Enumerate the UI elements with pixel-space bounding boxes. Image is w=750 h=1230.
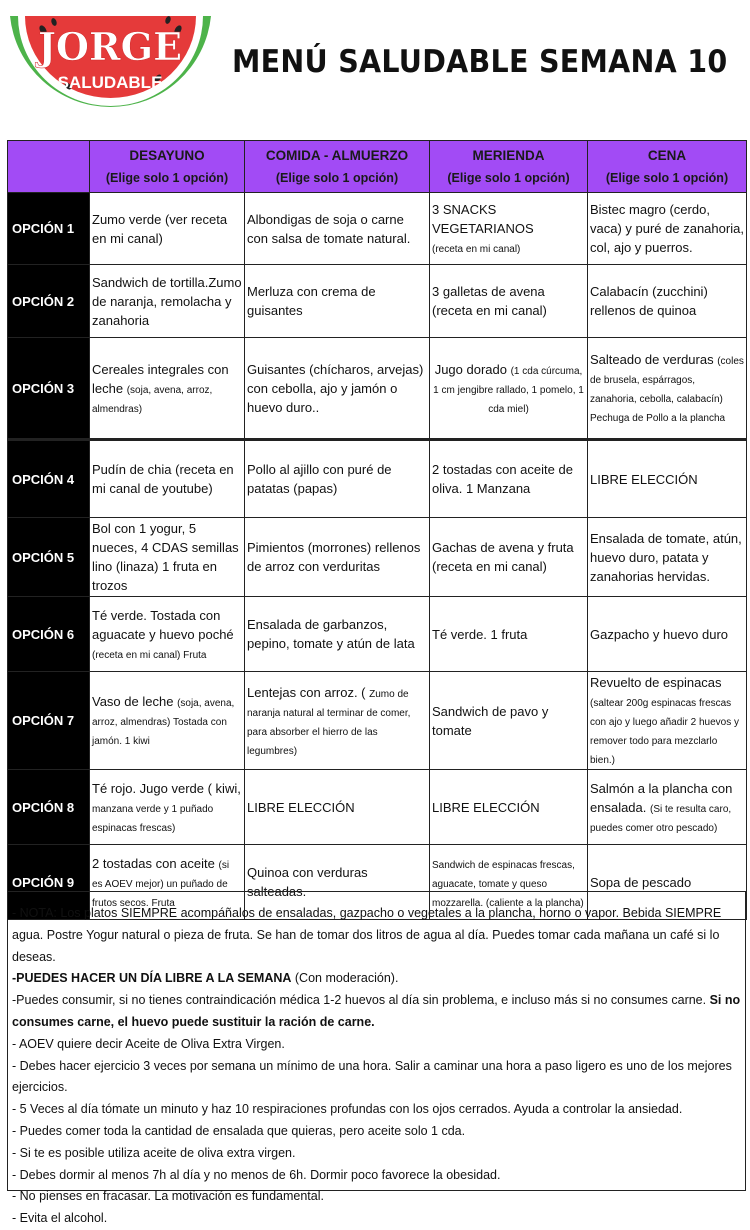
menu-cell: Calabacín (zucchini) rellenos de quinoa <box>588 265 747 338</box>
note-general: - NOTA: Los platos SIEMPRE acompáñalos de ensaladas, gazpacho o vegetales a la plancha, horno o vapor. Bebida SIEMPRE agua. Postre Yogur natural o pieza de fruta. Se han de tomar dos litros de agua al día. Puedes tomar cada mañana un café si lo deseas. <box>12 906 722 964</box>
note-salad: - Puedes comer toda la cantidad de ensalada que quieras, pero aceite solo 1 cda. <box>12 1123 466 1138</box>
option-label: OPCIÓN 8 <box>8 770 90 845</box>
note-oil: - Si te es posible utiliza aceite de oliva extra virgen. <box>12 1145 296 1160</box>
table-row <box>8 265 747 338</box>
option-label: OPCIÓN 3 <box>8 338 90 440</box>
menu-cell: Té verde. Tostada con aguacate y huevo poché (receta en mi canal) Fruta <box>90 597 245 672</box>
column-title: DESAYUNO <box>129 147 205 163</box>
column-header-cena <box>588 141 747 193</box>
menu-cell: Sandwich de tortilla.Zumo de naranja, remolacha y zanahoria <box>90 265 245 338</box>
table-row <box>8 338 747 440</box>
option-label: OPCIÓN 1 <box>8 193 90 265</box>
note-free-day: -PUEDES HACER UN DÍA LIBRE A LA SEMANA (Con moderación). <box>12 971 399 986</box>
menu-cell: Gachas de avena y fruta (receta en mi canal) <box>430 518 588 597</box>
menu-cell: Vaso de leche (soja, avena, arroz, almendras) Tostada con jamón. 1 kiwi <box>90 672 245 770</box>
menu-cell: 2 tostadas con aceite (si es AOEV mejor) un puñado de frutos secos. Fruta <box>90 845 245 920</box>
menu-cell: LIBRE ELECCIÓN <box>588 440 747 518</box>
option-label: OPCIÓN 7 <box>8 672 90 770</box>
column-subtitle: (Elige solo 1 opción) <box>605 170 729 185</box>
menu-cell: Lentejas con arroz. ( Zumo de naranja natural al terminar de comer, para absorber el hierro de las legumbres) <box>245 672 430 770</box>
table-row <box>8 440 747 518</box>
page-header <box>0 0 750 138</box>
option-label: OPCIÓN 4 <box>8 440 90 518</box>
option-label: OPCIÓN 6 <box>8 597 90 672</box>
menu-cell: Zumo verde (ver receta en mi canal) <box>90 193 245 265</box>
menu-cell: Pollo al ajillo con puré de patatas (papas) <box>245 440 430 518</box>
column-header-comida <box>245 141 430 193</box>
column-title: CENA <box>647 147 687 163</box>
menu-cell: Jugo dorado (1 cda cúrcuma, 1 cm jengibre rallado, 1 pomelo, 1 cda miel) <box>430 338 588 440</box>
menu-cell: Salmón a la plancha con ensalada. (Si te resulta caro, puedes comer otro pescado) <box>588 770 747 845</box>
menu-cell: Bistec magro (cerdo, vaca) y puré de zanahoria, col, ajo y puerros. <box>588 193 747 265</box>
note-sleep: - Debes dormir al menos 7h al día y no menos de 6h. Dormir poco favorece la obesidad. <box>12 1167 501 1182</box>
column-subtitle: (Elige solo 1 opción) <box>275 170 399 185</box>
menu-cell: Gazpacho y huevo duro <box>588 597 747 672</box>
menu-cell: Sandwich de pavo y tomate <box>430 672 588 770</box>
column-header-merienda <box>430 141 588 193</box>
menu-cell: 2 tostadas con aceite de oliva. 1 Manzana <box>430 440 588 518</box>
table-row <box>8 518 747 597</box>
header-corner <box>8 141 90 193</box>
menu-cell: Té verde. 1 fruta <box>430 597 588 672</box>
menu-cell: Revuelto de espinacas (saltear 200g espinacas frescas con ajo y luego añadir 2 huevos y remover todo para mezclarlo bien.) <box>588 672 747 770</box>
menu-cell: Salteado de verduras (coles de brusela, espárragos, zanahoria, cebolla, calabacín) Pechuga de Pollo a la plancha <box>588 338 747 440</box>
menu-cell: 3 galletas de avena (receta en mi canal) <box>430 265 588 338</box>
watermelon-logo-icon <box>8 8 213 120</box>
menu-cell: Albondigas de soja o carne con salsa de tomate natural. <box>245 193 430 265</box>
menu-cell: 3 SNACKS VEGETARIANOS (receta en mi canal) <box>430 193 588 265</box>
table-row <box>8 193 747 265</box>
table-row <box>8 672 747 770</box>
menu-cell: LIBRE ELECCIÓN <box>245 770 430 845</box>
column-title: COMIDA - ALMUERZO <box>265 147 409 163</box>
logo-top-text: JORGE <box>37 24 183 69</box>
menu-cell: Quinoa con verduras salteadas. <box>245 845 430 920</box>
menu-cell: LIBRE ELECCIÓN <box>430 770 588 845</box>
table-header-row <box>8 141 747 193</box>
option-label: OPCIÓN 9 <box>8 845 90 920</box>
column-subtitle: (Elige solo 1 opción) <box>447 170 570 185</box>
menu-cell: Bol con 1 yogur, 5 nueces, 4 CDAS semillas lino (linaza) 1 fruta en trozos <box>90 518 245 597</box>
menu-cell: Merluza con crema de guisantes <box>245 265 430 338</box>
column-subtitle: (Elige solo 1 opción) <box>105 170 229 185</box>
menu-cell: Cereales integrales con leche (soja, avena, arroz, almendras) <box>90 338 245 440</box>
note-alcohol: - Evita el alcohol. <box>12 1211 108 1226</box>
option-label: OPCIÓN 2 <box>8 265 90 338</box>
menu-cell: Pudín de chia (receta en mi canal de youtube) <box>90 440 245 518</box>
menu-cell: Sopa de pescado <box>588 845 747 920</box>
column-title: MERIENDA <box>472 147 545 163</box>
notes-box <box>7 891 746 1226</box>
note-exercise: - Debes hacer ejercicio 3 veces por semana un mínimo de una hora. Salir a caminar una hora a paso ligero es uno de los mejores ejercicios. <box>12 1058 732 1095</box>
menu-cell: Pimientos (morrones) rellenos de arroz con verduritas <box>245 518 430 597</box>
menu-cell: Guisantes (chícharos, arvejas) con cebolla, ajo y jamón o huevo duro.. <box>245 338 430 440</box>
menu-cell: Té rojo. Jugo verde ( kiwi, manzana verde y 1 puñado espinacas frescas) <box>90 770 245 845</box>
menu-table <box>7 140 747 920</box>
option-label: OPCIÓN 5 <box>8 518 90 597</box>
logo-bottom-text: SALUDABLE <box>57 73 163 92</box>
table-row <box>8 770 747 845</box>
table-row <box>8 597 747 672</box>
note-eggs: -Puedes consumir, si no tienes contraindicación médica 1-2 huevos al día sin problema, e incluso más si no consumes carne. Si no consumes carne, el huevo puede sustituir la ración de carne. <box>12 993 741 1029</box>
note-aoev: - AOEV quiere decir Aceite de Oliva Extra Virgen. <box>12 1036 285 1051</box>
note-motivation: - No pienses en fracasar. La motivación es fundamental. <box>12 1189 324 1204</box>
page-title: MENÚ SALUDABLE SEMANA 10 <box>232 44 728 80</box>
menu-cell: Sandwich de espinacas frescas, aguacate, tomate y queso mozzarella. (caliente a la plancha) <box>430 845 588 920</box>
menu-cell: Ensalada de garbanzos, pepino, tomate y atún de lata <box>245 597 430 672</box>
menu-cell: Ensalada de tomate, atún, huevo duro, patata y zanahorias hervidas. <box>588 518 747 597</box>
note-breathing: - 5 Veces al día tómate un minuto y haz 10 respiraciones profundas con los ojos cerrados. Ayuda a controlar la ansiedad. <box>12 1102 683 1117</box>
column-header-desayuno <box>90 141 245 193</box>
